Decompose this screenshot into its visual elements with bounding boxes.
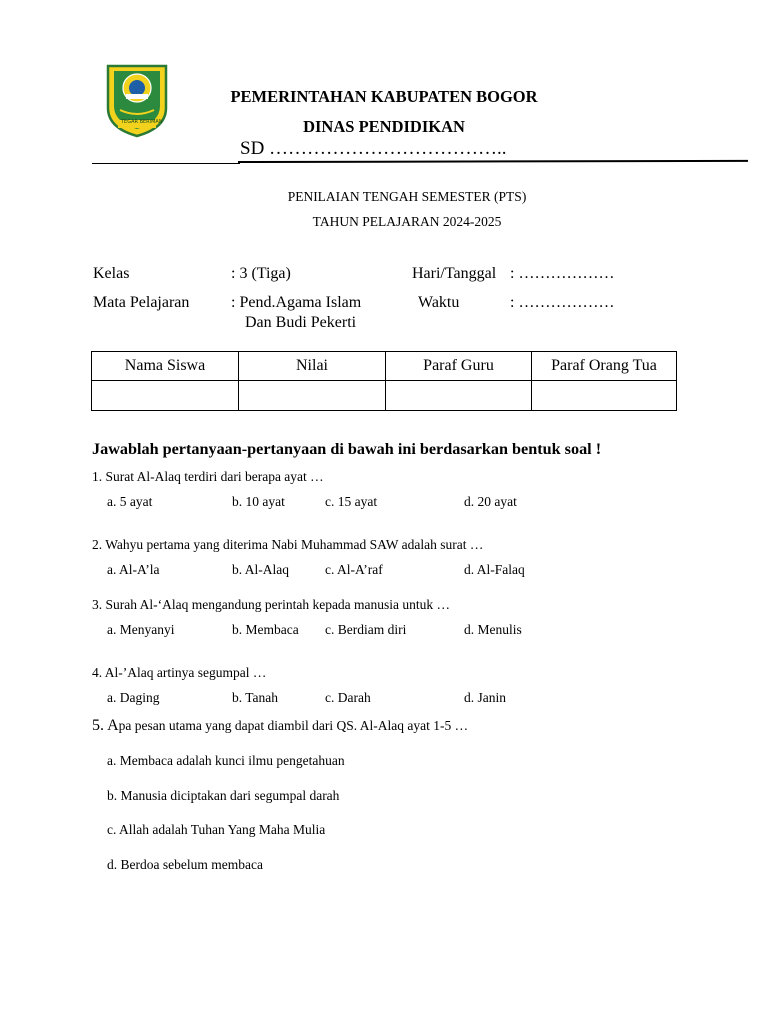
mata-pelajaran-value: : Pend.Agama Islam <box>231 294 362 311</box>
question-5 <box>92 717 468 735</box>
cell-paraf-orang-tua[interactable] <box>532 381 677 411</box>
question-4: 4. Al-’Alaq artinya segumpal … <box>92 665 267 680</box>
q4-option-b: b. Tanah <box>232 690 279 705</box>
q3-option-c: c. Berdiam diri <box>325 622 407 637</box>
header-nilai: Nilai <box>239 352 386 381</box>
q5-option-b: b. Manusia diciptakan dari segumpal darah <box>107 788 340 803</box>
q3-option-a: a. Menyanyi <box>107 622 175 637</box>
question-5-number: 5. A <box>92 717 119 734</box>
exam-title: PENILAIAN TENGAH SEMESTER (PTS) <box>287 189 527 204</box>
q4-option-c: c. Darah <box>325 690 371 705</box>
header-line-2: DINAS PENDIDIKAN <box>303 117 465 136</box>
kelas-value: : 3 (Tiga) <box>231 265 291 282</box>
q1-option-c: c. 15 ayat <box>325 494 378 509</box>
mata-pelajaran-value-2: Dan Budi Pekerti <box>245 314 357 331</box>
hari-tanggal-label: Hari/Tanggal <box>412 265 497 282</box>
q5-option-c: c. Allah adalah Tuhan Yang Maha Mulia <box>107 822 326 837</box>
student-identity-table <box>91 351 677 411</box>
hari-tanggal-value: : ……………… <box>510 265 615 282</box>
question-3: 3. Surah Al-‘Alaq mengandung perintah kepada manusia untuk … <box>92 597 451 612</box>
waktu-value: : ……………… <box>510 294 615 311</box>
cell-paraf-guru[interactable] <box>386 381 532 411</box>
logo-motto: TEGAR BERIMAN <box>121 119 163 125</box>
q1-option-d: d. 20 ayat <box>464 494 517 509</box>
header-divider-left <box>92 163 240 164</box>
table-header-row <box>92 352 677 381</box>
header-nama-siswa: Nama Siswa <box>92 352 239 381</box>
q2-option-a: a. Al-A’la <box>107 562 160 577</box>
q2-option-b: b. Al-Alaq <box>232 562 289 577</box>
kabupaten-bogor-logo <box>106 64 168 138</box>
q5-option-a: a. Membaca adalah kunci ilmu pengetahuan <box>107 753 345 768</box>
waktu-label: Waktu <box>418 294 460 311</box>
header-divider <box>238 160 748 163</box>
school-name-line: SD ……………………………….. <box>240 138 507 159</box>
q3-option-d: d. Menulis <box>464 622 522 637</box>
school-year: TAHUN PELAJARAN 2024-2025 <box>312 214 502 229</box>
question-2: 2. Wahyu pertama yang diterima Nabi Muhammad SAW adalah surat … <box>92 537 484 552</box>
cell-nama-siswa[interactable] <box>92 381 239 411</box>
header-line-1: PEMERINTAHAN KABUPATEN BOGOR <box>230 87 538 106</box>
q1-option-a: a. 5 ayat <box>107 494 153 509</box>
q4-option-a: a. Daging <box>107 690 160 705</box>
q2-option-d: d. Al-Falaq <box>464 562 525 577</box>
q1-option-b: b. 10 ayat <box>232 494 285 509</box>
header-paraf-orang-tua: Paraf Orang Tua <box>532 352 677 381</box>
q2-option-c: c. Al-A’raf <box>325 562 383 577</box>
header-paraf-guru: Paraf Guru <box>386 352 532 381</box>
instruction-text: Jawablah pertanyaan-pertanyaan di bawah ini berdasarkan bentuk soal ! <box>92 440 602 458</box>
q5-option-d: d. Berdoa sebelum membaca <box>107 857 263 872</box>
q4-option-d: d. Janin <box>464 690 506 705</box>
q3-option-b: b. Membaca <box>232 622 299 637</box>
kelas-label: Kelas <box>93 265 130 282</box>
cell-nilai[interactable] <box>239 381 386 411</box>
table-entry-row <box>92 381 677 411</box>
question-1: 1. Surat Al-Alaq terdiri dari berapa ayat … <box>92 469 324 484</box>
mata-pelajaran-label: Mata Pelajaran <box>93 294 190 311</box>
question-5-text: pa pesan utama yang dapat diambil dari QS. Al-Alaq ayat 1-5 … <box>118 718 469 733</box>
